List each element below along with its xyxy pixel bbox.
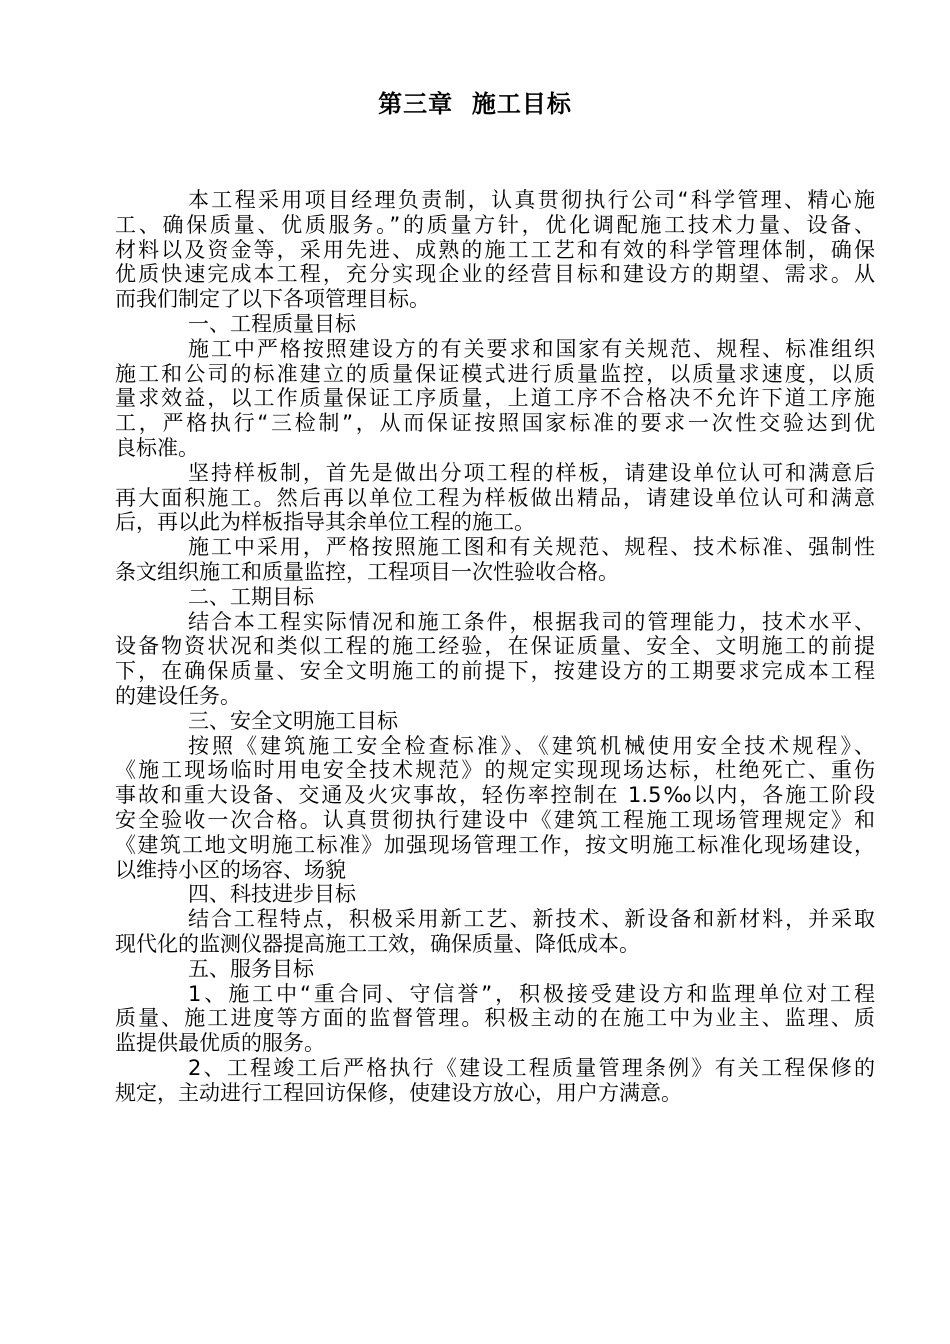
text-line: 规定，主动进行工程回访保修，使建设方放心，用户方满意。 — [115, 1080, 682, 1105]
document-body — [115, 188, 875, 1105]
text-line: 再大面积施工。然后再以单位工程为样板做出精品，请建设单位认可和满意 — [115, 485, 875, 510]
text-line: 监提供最优质的服务。 — [115, 1031, 325, 1056]
text-line: 《建筑工地文明施工标准》加强现场管理工作，按文明施工标准化现场建设， — [115, 832, 875, 857]
text-line: 条文组织施工和质量监控，工程项目一次性验收合格。 — [115, 559, 619, 584]
text-line: 施工和公司的标准建立的质量保证模式进行质量监控，以质量求速度，以质 — [115, 361, 875, 386]
text-line: 现代化的监测仪器提高施工工效，确保质量、降低成本。 — [115, 931, 640, 956]
text-line: 良标准。 — [115, 435, 199, 460]
text-line: 施工中严格按照建设方的有关要求和国家有关规范、规程、标准组织 — [188, 336, 875, 361]
text-line: 结合本工程实际情况和施工条件，根据我司的管理能力，技术水平、 — [188, 609, 875, 634]
text-line: 事故和重大设备、交通及火灾事故，轻伤率控制在 1.5‰以内，各施工阶段 — [115, 783, 875, 808]
text-line: 1、施工中“重合同、守信誉”，积极接受建设方和监理单位对工程 — [188, 981, 875, 1006]
text-line: 结合工程特点，积极采用新工艺、新技术、新设备和新材料，并采取 — [188, 907, 875, 932]
text-line: 《施工现场临时用电安全技术规范》的规定实现现场达标，杜绝死亡、重伤 — [115, 758, 875, 783]
text-line: 安全验收一次合格。认真贯彻执行建设中《建筑工程施工现场管理规定》和 — [115, 807, 875, 832]
text-line: 二、工期目标 — [188, 584, 314, 609]
text-line: 按照《建筑施工安全检查标准》、《建筑机械使用安全技术规程》、 — [188, 733, 875, 758]
text-line: 而我们制定了以下各项管理目标。 — [115, 287, 430, 312]
text-line: 坚持样板制，首先是做出分项工程的样板，请建设单位认可和满意后 — [188, 460, 875, 485]
text-line: 四、科技进步目标 — [188, 882, 356, 907]
text-line: 工、确保质量、优质服务。”的质量方针，优化调配施工技术力量、设备、 — [115, 212, 875, 237]
text-line: 质量、施工进度等方面的监督管理。积极主动的在施工中为业主、监理、质 — [115, 1006, 875, 1031]
text-line: 设备物资状况和类似工程的施工经验，在保证质量、安全、文明施工的前提 — [115, 634, 875, 659]
text-line: 施工中采用，严格按照施工图和有关规范、规程、技术标准、强制性 — [188, 535, 875, 560]
text-line: 以维持小区的场容、场貌 — [115, 857, 346, 882]
text-line: 本工程采用项目经理负责制，认真贯彻执行公司“科学管理、精心施 — [188, 188, 875, 212]
text-line: 材料以及资金等，采用先进、成熟的施工工艺和有效的科学管理体制，确保 — [115, 237, 875, 262]
text-line: 量求效益，以工作质量保证工序质量，上道工序不合格决不允许下道工序施 — [115, 386, 875, 411]
chapter-title: 第三章 施工目标 — [378, 90, 572, 118]
text-line: 三、安全文明施工目标 — [188, 708, 398, 733]
text-line: 工，严格执行“三检制”，从而保证按照国家标准的要求一次性交验达到优 — [115, 411, 875, 436]
text-line: 五、服务目标 — [188, 956, 314, 981]
text-line: 下，在确保质量、安全文明施工的前提下，按建设方的工期要求完成本工程 — [115, 659, 875, 684]
text-line: 后，再以此为样板指导其余单位工程的施工。 — [115, 510, 535, 535]
text-line: 2、工程竣工后严格执行《建设工程质量管理条例》有关工程保修的 — [188, 1055, 875, 1080]
text-line: 的建设任务。 — [115, 683, 241, 708]
text-line: 一、工程质量目标 — [188, 311, 356, 336]
text-line: 优质快速完成本工程，充分实现企业的经营目标和建设方的期望、需求。从 — [115, 262, 875, 287]
